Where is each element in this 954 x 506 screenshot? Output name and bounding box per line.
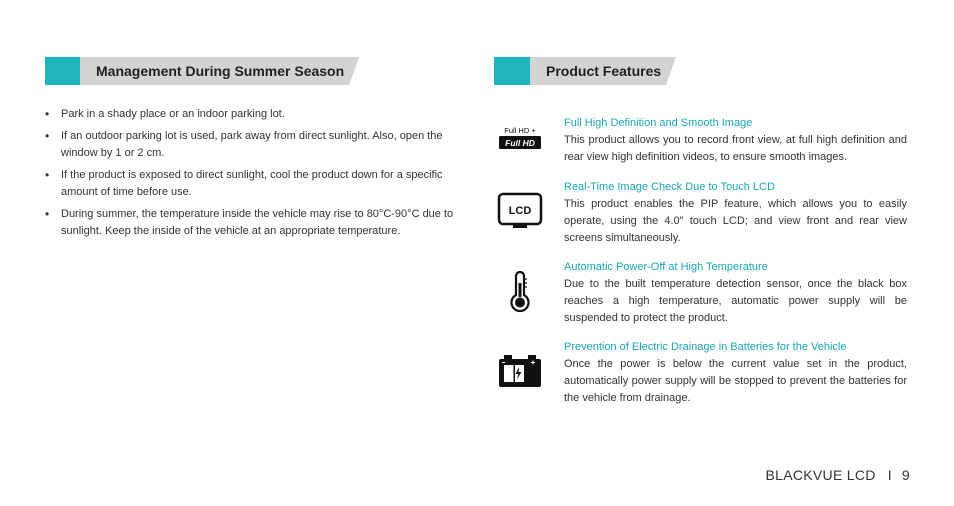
feature-title: Full High Definition and Smooth Image [564, 117, 753, 129]
page-number: 9 [901, 467, 910, 483]
lcd-icon [494, 192, 546, 230]
product-features-header [494, 57, 666, 85]
section-title: Product Features [546, 63, 662, 79]
battery-icon [494, 353, 546, 389]
full-hd-icon-label: Full HD + [504, 126, 536, 135]
feature-description: Once the power is below the current value set in the product, automatically power supply will be stopped to prevent the batteries for the vehicle from drainage. [564, 358, 907, 404]
footer-brand: BLACKVUE LCD [765, 467, 876, 483]
summer-management-header [45, 57, 349, 85]
list-item: • During summer, the temperature inside the vehicle may rise to 80°C-90°C due to sunlight. Keep the inside of the vehicle at an appropriate temperature. [45, 206, 463, 240]
feature-description: Due to the built temperature detection sensor, once the black box reaches a high temperature, automatic power supply will be suspended to protect the product. [564, 278, 907, 324]
footer-separator: I [887, 467, 892, 483]
header-accent-bar [45, 57, 80, 85]
full-hd-icon [494, 125, 546, 151]
feature-description: This product enables the PIP feature, which allows you to easily operate, using the 4.0" touch LCD; and view front and rear view screens simultaneously. [564, 198, 907, 244]
feature-title: Real-Time Image Check Due to Touch LCD [564, 181, 775, 193]
lcd-icon-label: LCD [508, 205, 532, 217]
list-item: • If the product is exposed to direct sunlight, cool the product down for a specific amount of time before use. [45, 167, 463, 201]
thermometer-icon [494, 271, 546, 313]
list-item: • Park in a shady place or an indoor parking lot. [45, 106, 463, 123]
section-title: Management During Summer Season [96, 63, 345, 79]
full-hd-icon-badge: Full HD [505, 138, 535, 148]
page-footer [766, 467, 911, 483]
feature-title: Automatic Power-Off at High Temperature [564, 261, 768, 273]
feature-description: This product allows you to record front view, at full high definition and rear view high definition videos, to ensure smooth images. [564, 134, 907, 163]
header-accent-bar [494, 57, 530, 85]
list-item: • If an outdoor parking lot is used, park away from direct sunlight. Also, open the window by 1 or 2 cm. [45, 128, 463, 162]
feature-title: Prevention of Electric Drainage in Batteries for the Vehicle [564, 341, 847, 353]
summer-tips-list [45, 106, 463, 245]
